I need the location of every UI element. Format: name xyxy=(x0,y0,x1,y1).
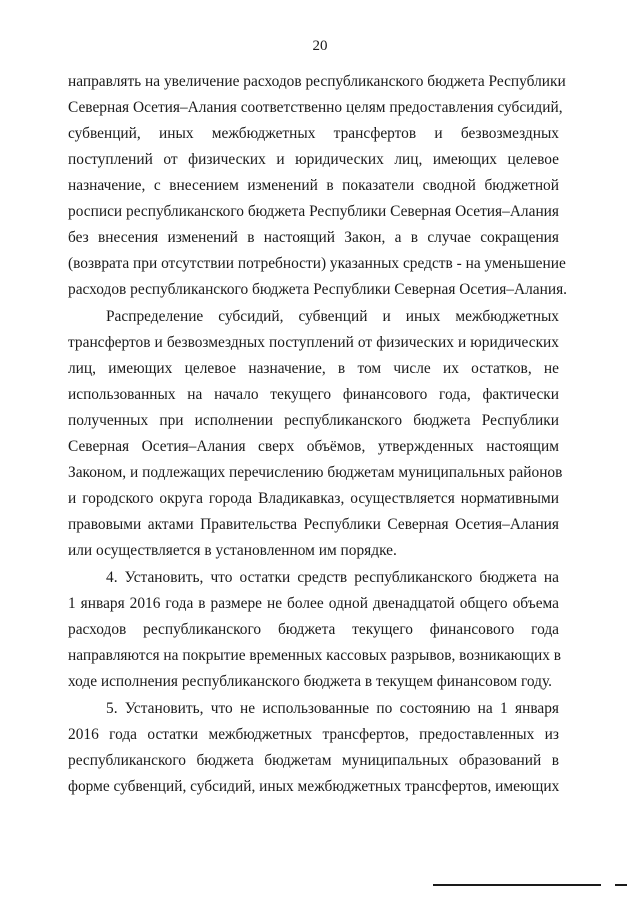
text-line: 4. Установить, что остатки средств республиканского бюджета на xyxy=(106,569,559,586)
text-line: правовыми актами Правительства Республики Северная Осетия–Алания xyxy=(68,516,559,533)
text-line: направляются на покрытие временных кассовых разрывов, возникающих в xyxy=(68,647,562,664)
footer-rule xyxy=(433,884,601,886)
text-line: или осуществляется в установленном им порядке. xyxy=(68,542,397,559)
text-line: росписи республиканского бюджета Республики Северная Осетия–Алания xyxy=(68,203,559,220)
text-line: трансфертов и безвозмездных поступлений от физических и юридических xyxy=(68,334,559,351)
text-line: полученных при исполнении республиканского бюджета Республики xyxy=(68,412,559,429)
text-line: назначение, с внесением изменений в показатели сводной бюджетной xyxy=(68,177,559,194)
text-line: и городского округа города Владикавказ, осуществляется нормативными xyxy=(68,490,559,507)
paragraph-3 xyxy=(68,565,562,695)
text-line: направлять на увеличение расходов республиканского бюджета Республики xyxy=(68,73,566,90)
text-line: (возврата при отсутствии потребности) указанных средств - на уменьшение xyxy=(68,255,566,272)
text-line: 5. Установить, что не использованные по состоянию на 1 января xyxy=(106,700,559,717)
text-line: Северная Осетия–Алания соответственно целям предоставления субсидий, xyxy=(68,99,563,116)
page-number: 20 xyxy=(312,38,328,54)
text-line: ходе исполнения республиканского бюджета в текущем финансовом году. xyxy=(68,673,552,690)
footer-rule-tail xyxy=(615,884,627,886)
text-line: лиц, имеющих целевое назначение, в том числе их остатков, не xyxy=(68,360,559,377)
text-line: 2016 года остатки межбюджетных трансфертов, предоставленных из xyxy=(68,726,559,743)
text-line: Законом, и подлежащих перечислению бюджетам муниципальных районов xyxy=(68,464,563,481)
paragraph-4 xyxy=(68,696,559,800)
text-line: субвенций, иных межбюджетных трансфертов и безвозмездных xyxy=(68,125,559,142)
text-line: Северная Осетия–Алания сверх объёмов, утвержденных настоящим xyxy=(68,438,559,455)
text-line: расходов республиканского бюджета Республики Северная Осетия–Алания. xyxy=(68,281,567,298)
paragraph-1 xyxy=(68,69,567,303)
paragraph-2 xyxy=(68,304,563,564)
text-line: 1 января 2016 года в размере не более одной двенадцатой общего объема xyxy=(68,595,559,612)
text-line: республиканского бюджета бюджетам муниципальных образований в xyxy=(68,752,559,769)
text-line: поступлений от физических и юридических лиц, имеющих целевое xyxy=(68,151,559,168)
text-line: Распределение субсидий, субвенций и иных межбюджетных xyxy=(106,308,559,325)
text-line: расходов республиканского бюджета текущего финансового года xyxy=(68,621,559,638)
text-line: без внесения изменений в настоящий Закон, а в случае сокращения xyxy=(68,229,559,246)
text-line: использованных на начало текущего финансового года, фактически xyxy=(68,386,559,403)
text-line: форме субвенций, субсидий, иных межбюджетных трансфертов, имеющих xyxy=(68,778,560,795)
